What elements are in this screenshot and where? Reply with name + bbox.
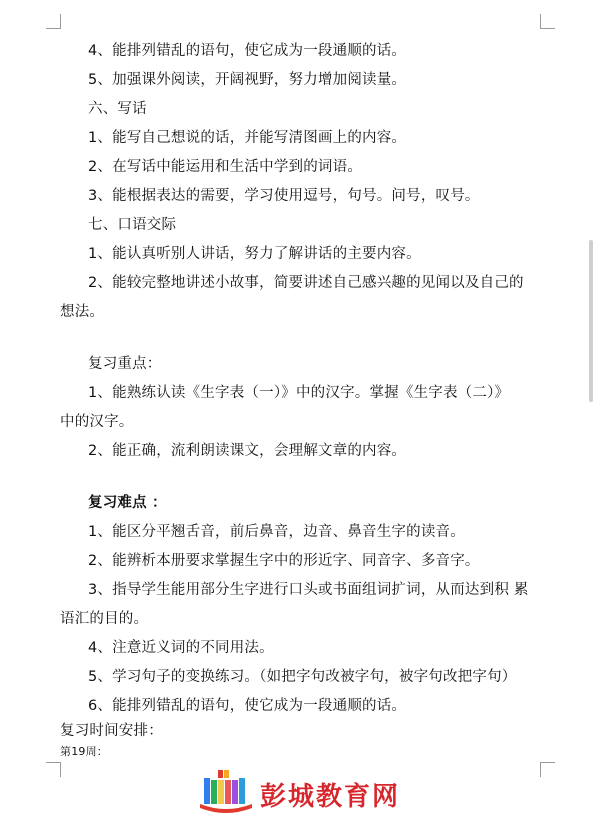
list-item: 5、加强课外阅读，开阔视野，努力增加阅读量。 xyxy=(88,72,407,88)
list-item: 1、能认真听别人讲话，努力了解讲话的主要内容。 xyxy=(88,246,421,262)
list-item: 5、学习句子的变换练习。（如把字句改被字句，被字句改把字句） xyxy=(88,669,517,685)
list-item-continuation: 中的汉字。 xyxy=(60,414,134,430)
section-heading: 七、口语交际 xyxy=(88,217,177,233)
vertical-scrollbar[interactable] xyxy=(589,240,593,402)
book-logo-icon xyxy=(196,770,256,814)
list-item: 6、能排列错乱的语句，使它成为一段通顺的话。 xyxy=(88,698,407,714)
list-item: 2、在写话中能运用和生活中学到的词语。 xyxy=(88,159,363,175)
page-corner-mark-bottom-right xyxy=(540,762,555,777)
list-item: 3、指导学生能用部分生字进行口头或书面组词扩词，从而达到积 累 xyxy=(88,582,529,598)
list-item-continuation: 语汇的目的。 xyxy=(60,611,149,627)
list-item-continuation: 想法。 xyxy=(60,304,105,320)
list-item: 4、能排列错乱的语句，使它成为一段通顺的话。 xyxy=(88,43,407,59)
list-item: 1、能区分平翘舌音，前后鼻音，边音、鼻音生字的读音。 xyxy=(88,524,465,540)
list-item: 2、能正确，流利朗读课文，会理解文章的内容。 xyxy=(88,443,407,459)
site-logo xyxy=(196,770,436,814)
page-corner-mark-top-left xyxy=(46,14,61,29)
list-item: 2、能较完整地讲述小故事，简要讲述自己感兴趣的见闻以及自己的 xyxy=(88,275,524,291)
list-item: 3、能根据表达的需要，学习使用逗号，句号。问号，叹号。 xyxy=(88,188,480,204)
list-item: 2、能辨析本册要求掌握生字中的形近字、同音字、多音字。 xyxy=(88,553,480,569)
logo-text: 彭城教育网 xyxy=(260,782,401,812)
list-item: 4、注意近义词的不同用法。 xyxy=(88,640,274,656)
week-label: 第19周： xyxy=(60,745,108,758)
page-corner-mark-bottom-left xyxy=(46,762,61,777)
list-item: 1、能熟练认读《生字表（一）》中的汉字。掌握《生字表（二）》 xyxy=(88,385,510,401)
list-item: 1、能写自己想说的话，并能写清图画上的内容。 xyxy=(88,130,407,146)
page-corner-mark-top-right xyxy=(540,14,555,29)
section-heading: 复习重点： xyxy=(88,356,162,372)
section-heading: 复习时间安排： xyxy=(60,723,163,739)
section-heading: 六、写话 xyxy=(88,101,147,117)
section-heading: 复习难点 ： xyxy=(88,495,167,511)
